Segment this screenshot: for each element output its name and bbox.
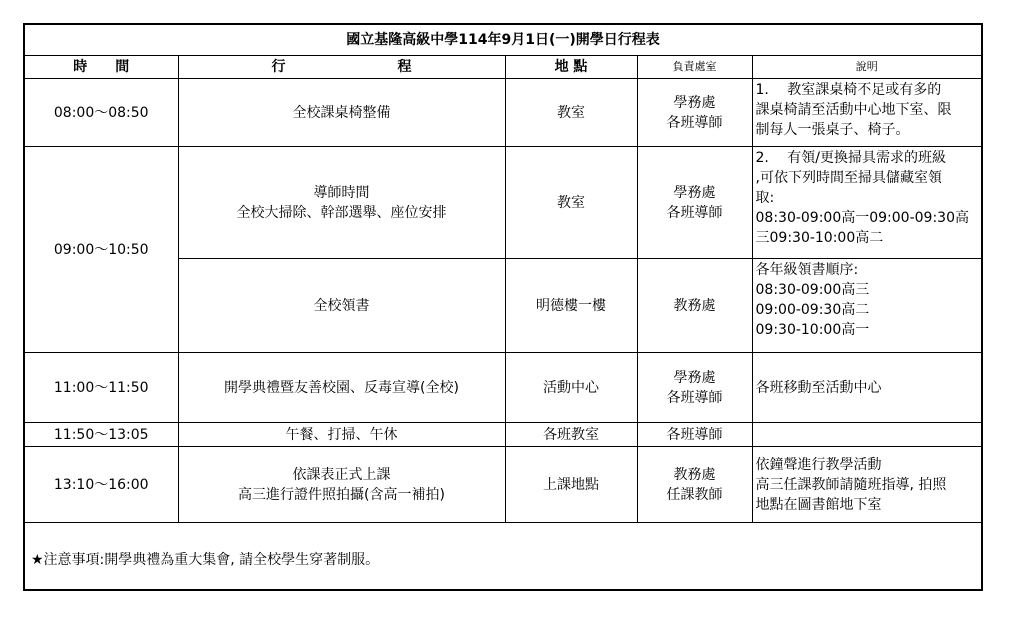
note-line: 08:30-09:00高三 <box>755 282 870 298</box>
note-line: 各班移動至活動中心 <box>755 380 882 396</box>
header-location: 地 點 <box>505 56 637 79</box>
activity-line: 高三進行證件照拍攝(含高一補拍) <box>238 486 445 503</box>
office-line: 各班導師 <box>666 389 723 406</box>
schedule-table <box>25 25 981 523</box>
office-cell <box>637 79 752 147</box>
office-cell <box>637 353 752 423</box>
header-row <box>25 56 981 79</box>
notes-cell <box>752 423 981 447</box>
note-line: 制每人一張桌子、椅子。 <box>755 122 910 138</box>
table-row <box>25 353 981 423</box>
office-line: 任課教師 <box>666 486 723 503</box>
time-cell: 11:00～11:50 <box>25 353 178 423</box>
header-office: 負責處室 <box>637 56 752 79</box>
time-cell: 11:50～13:05 <box>25 423 178 447</box>
activity-cell <box>178 423 505 447</box>
location-cell: 活動中心 <box>505 353 637 423</box>
office-cell <box>637 447 752 523</box>
notes-cell <box>752 147 981 259</box>
office-cell <box>637 259 752 353</box>
activity-cell <box>178 147 505 259</box>
office-line: 各班導師 <box>666 114 723 131</box>
header-notes: 說明 <box>752 56 981 79</box>
activity-cell <box>178 353 505 423</box>
activity-cell <box>178 259 505 353</box>
activity-line: 依課表正式上課 <box>292 466 391 483</box>
note-line: 地點在圖書館地下室 <box>755 497 882 513</box>
activity-line: 午餐、打掃、午休 <box>285 426 398 443</box>
office-line: 教務處 <box>673 297 716 314</box>
office-line: 各班導師 <box>666 426 723 443</box>
note-line: 依鐘聲進行教學活動 <box>755 457 882 473</box>
header-activity: 行 程 <box>178 56 505 79</box>
table-row <box>25 447 981 523</box>
note-line: 1. 教室課桌椅不足或有多的 <box>755 82 942 98</box>
activity-cell <box>178 447 505 523</box>
note-line: 08:30-09:00高一09:00-09:30高 <box>755 210 969 226</box>
note-line: 09:00-09:30高二 <box>755 302 870 318</box>
notes-cell <box>752 79 981 147</box>
note-line: 2. 有領/更換掃具需求的班級 <box>755 150 947 166</box>
schedule-sheet <box>23 23 983 591</box>
page-title: 國立基隆高級中學114年9月1日(一)開學日行程表 <box>25 25 981 56</box>
location-cell: 教室 <box>505 79 637 147</box>
time-cell: 09:00～10:50 <box>25 147 178 353</box>
note-line: ,可依下列時間至掃具儲藏室領 <box>755 170 942 186</box>
office-line: 各班導師 <box>666 204 723 221</box>
time-cell: 08:00～08:50 <box>25 79 178 147</box>
table-row <box>25 79 981 147</box>
note-line: 高三任課教師請隨班指導, 拍照 <box>755 477 947 493</box>
location-cell: 上課地點 <box>505 447 637 523</box>
activity-line: 導師時間 <box>313 184 370 201</box>
notes-cell <box>752 353 981 423</box>
location-cell: 各班教室 <box>505 423 637 447</box>
note-line: 取: <box>755 190 775 206</box>
notes-cell <box>752 259 981 353</box>
activity-line: 全校領書 <box>313 297 370 314</box>
activity-line: 全校大掃除、幹部選舉、座位安排 <box>236 204 447 221</box>
office-line: 學務處 <box>673 369 716 386</box>
location-cell: 教室 <box>505 147 637 259</box>
office-line: 學務處 <box>673 94 716 111</box>
footer-note: ★注意事項:開學典禮為重大集會, 請全校學生穿著制服。 <box>31 552 380 568</box>
note-line: 各年級領書順序: <box>755 262 859 278</box>
table-row <box>25 147 981 259</box>
office-line: 學務處 <box>673 184 716 201</box>
note-line: 09:30-10:00高一 <box>755 322 870 338</box>
table-row <box>25 423 981 447</box>
office-cell <box>637 423 752 447</box>
note-line: 三09:30-10:00高二 <box>755 230 884 246</box>
activity-line: 全校課桌椅整備 <box>292 104 391 121</box>
office-line: 教務處 <box>673 466 716 483</box>
activity-cell <box>178 79 505 147</box>
header-time: 時 間 <box>25 56 178 79</box>
time-cell: 13:10～16:00 <box>25 447 178 523</box>
location-cell: 明德樓一樓 <box>505 259 637 353</box>
notes-cell <box>752 447 981 523</box>
office-cell <box>637 147 752 259</box>
note-line: 課桌椅請至活動中心地下室、限 <box>755 102 952 118</box>
activity-line: 開學典禮暨友善校園、反毒宣導(全校) <box>224 379 459 396</box>
